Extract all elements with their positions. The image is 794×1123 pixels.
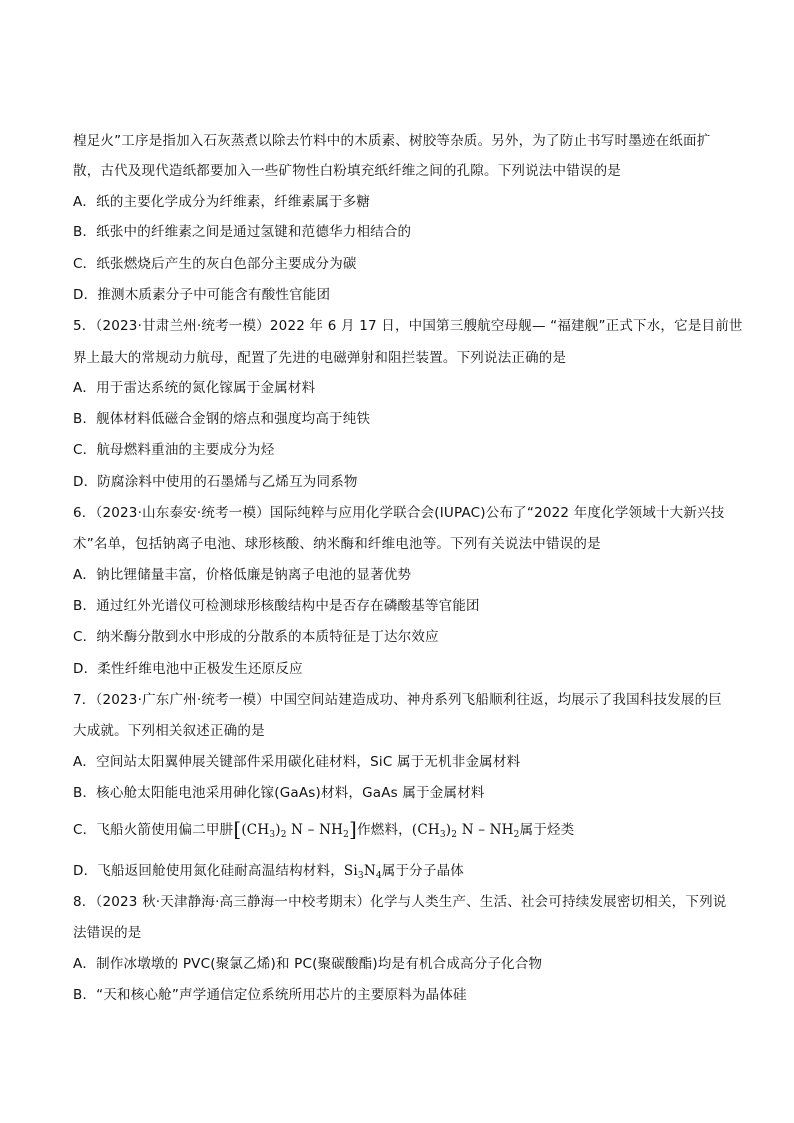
q6-option-a: A．钠比锂储量丰富，价格低廉是钠离子电池的显著优势 — [73, 567, 412, 583]
q5-stem-line2: 界上最大的常规动力航母，配置了先进的电磁弹射和阻拦装置。下列说法正确的是 — [73, 350, 567, 366]
q6-option-d: D．柔性纤维电池中正极发生还原反应 — [73, 661, 303, 677]
q5-option-d: D．防腐涂料中使用的石墨烯与乙烯互为同系物 — [73, 474, 358, 490]
q7-option-d-prefix: D．飞船返回舱使用氮化硅耐高温结构材料， — [73, 863, 344, 879]
udmh-formula: $(CH_3)_2$ N – $NH_2$ — [411, 822, 520, 840]
q7-option-a: A．空间站太阳翼伸展关键部件采用碳化硅材料，SiC 属于无机非金属材料 — [73, 754, 521, 770]
q4-option-d: D．推测木质素分子中可能含有酸性官能团 — [73, 287, 331, 303]
q5-option-c: C．航母燃料重油的主要成分为烃 — [73, 442, 275, 458]
q8-option-a: A．制作冰墩墩的 PVC(聚氯乙烯)和 PC(聚碳酸酯)均是有机合成高分子化合物 — [73, 956, 543, 972]
q4-intro-line2: 散，古代及现代造纸都要加入一些矿物性白粉填充纸纤维之间的孔隙。下列说法中错误的是 — [73, 163, 621, 179]
q4-option-c: C．纸张燃烧后产生的灰白色部分主要成分为碳 — [73, 256, 357, 272]
q4-intro-line1: 楻足火”工序是指加入石灰蒸煮以除去竹料中的木质素、树胶等杂质。另外，为了防止书写时墨迹在纸面扩 — [73, 133, 711, 149]
q7-option-d-suffix: 属于分子晶体 — [381, 863, 464, 879]
q8-option-b: B．“天和核心舱”声学通信定位系统所用芯片的主要原料为晶体硅 — [73, 987, 467, 1003]
q6-option-b: B．通过红外光谱仪可检测球形核酸结构中是否存在磷酸基等官能团 — [73, 598, 480, 614]
q7-option-c-suffix: 属于烃类 — [519, 822, 575, 838]
si3n4-formula: $Si_3N_4$ — [343, 863, 382, 881]
q6-option-c: C．纳米酶分散到水中形成的分散系的本质特征是丁达尔效应 — [73, 629, 439, 645]
q5-stem-line1: 5．（2023·甘肃兰州·统考一模）2022 年 6 月 17 日，中国第三艘航空母舰— “福建舰”正式下水，它是目前世 — [73, 318, 743, 334]
q5-option-a: A．用于雷达系统的氮化镓属于金属材料 — [73, 380, 316, 396]
q6-stem-line1: 6．（2023·山东泰安·统考一模）国际纯粹与应用化学联合会(IUPAC)公布了“2022 年度化学领域十大新兴技 — [73, 505, 725, 521]
q8-stem-line2: 法错误的是 — [73, 925, 142, 941]
q8-stem-line1: 8．（2023 秋·天津静海·高三静海一中校考期末）化学与人类生产、生活、社会可持续发展密切相关，下列说 — [73, 894, 727, 910]
q5-option-b: B．舰体材料低磁合金钢的熔点和强度均高于纯铁 — [73, 411, 371, 427]
q4-option-a: A．纸的主要化学成分为纤维素，纤维素属于多糖 — [73, 194, 371, 210]
udmh-formula-bracketed: [$(CH_3)_2$ N – $NH_2$] — [233, 817, 358, 841]
q7-stem-line1: 7．（2023·广东广州·统考一模）中国空间站建造成功、神舟系列飞船顺利往返，均展示了我国科技发展的巨 — [73, 692, 722, 708]
q7-stem-line2: 大成就。下列相关叙述正确的是 — [73, 723, 265, 739]
q7-option-c-prefix: C．飞船火箭使用偏二甲肼 — [73, 822, 234, 838]
q7-option-c-mid: 作燃料， — [357, 822, 412, 838]
q6-stem-line2: 术”名单，包括钠离子电池、球形核酸、纳米酶和纤维电池等。下列有关说法中错误的是 — [73, 536, 601, 552]
q7-option-d — [73, 861, 733, 881]
q4-option-b: B．纸张中的纤维素之间是通过氢键和范德华力相结合的 — [73, 224, 412, 240]
q7-option-c — [73, 819, 733, 840]
q7-option-b: B．核心舱太阳能电池采用砷化镓(GaAs)材料，GaAs 属于金属材料 — [73, 785, 485, 801]
